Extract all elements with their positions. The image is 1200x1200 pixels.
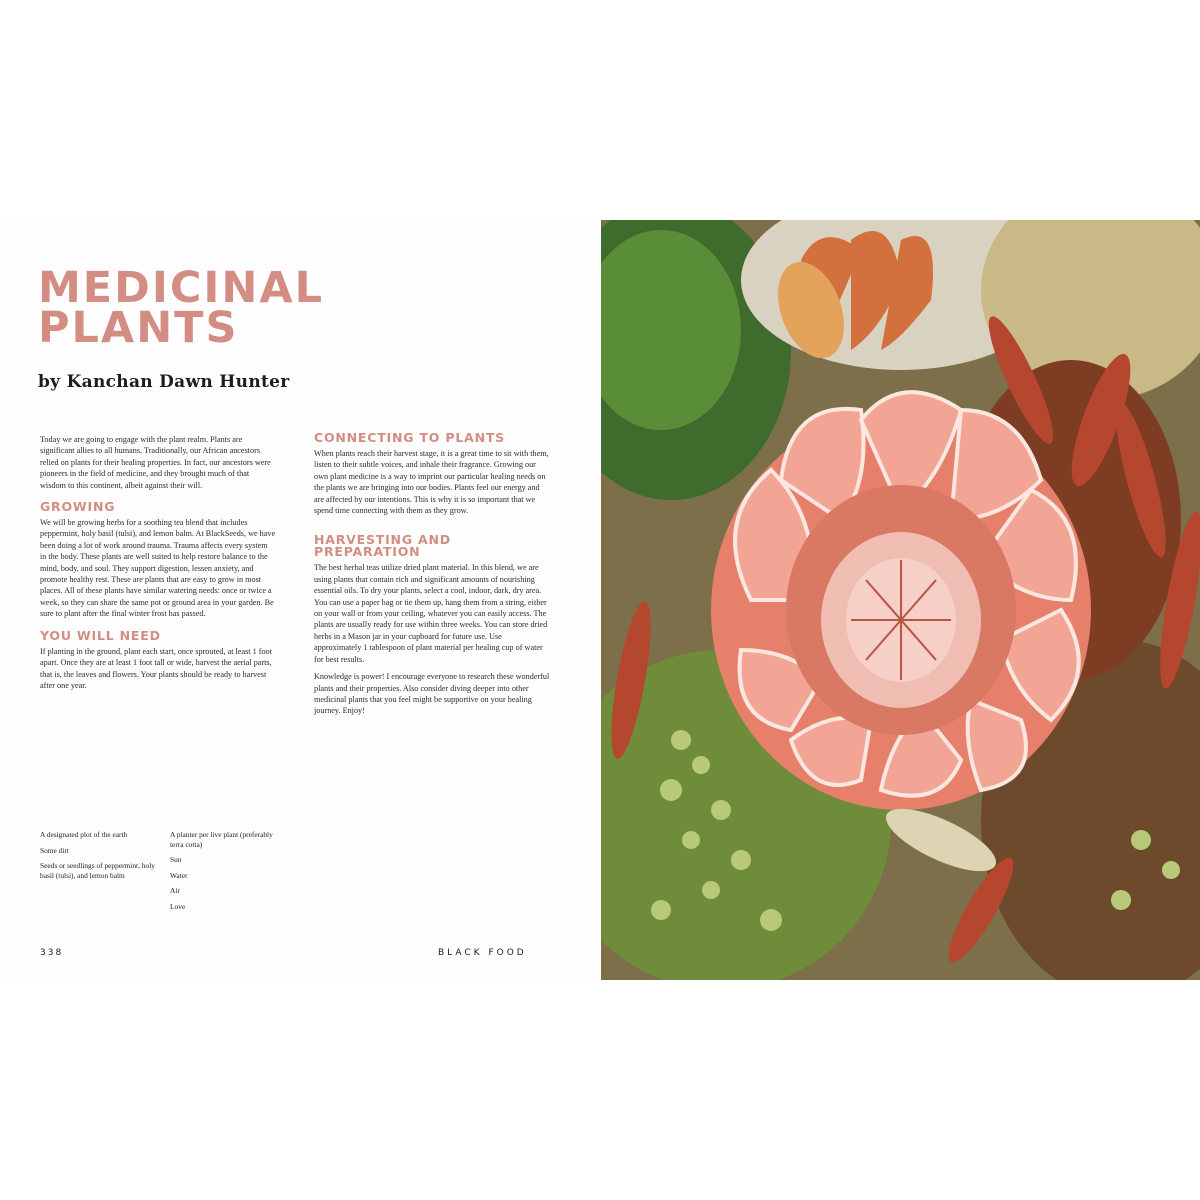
you-will-need-heading: YOU WILL NEED <box>40 627 161 643</box>
running-head: BLACK FOOD <box>438 948 527 958</box>
page-title <box>38 263 325 353</box>
ingredient-item: A designated plot of the earth <box>40 830 128 839</box>
ingredient-item: Sun <box>170 855 182 864</box>
column-left <box>40 434 276 697</box>
ingredient-item: Love <box>170 901 186 911</box>
title-line-2: PLANTS <box>38 303 239 353</box>
ingredient-item: Some dirt <box>40 845 69 855</box>
intro-paragraph: Today we are going to engage with the plant realm. Plants are significant allies to all humans. Traditionally, our African ancestors relied on plants for their healing properties. In fact, our ancestors were pioneers in the field of medicine, and they brought much of that wisdom to this continent, albeit against their will. <box>40 435 271 490</box>
left-page <box>0 220 600 980</box>
ingredient-item: Seeds or seedlings of peppermint, holy basil (tulsi), and lemon balm <box>40 861 155 880</box>
connecting-paragraph: When plants reach their harvest stage, it is a great time to sit with them, listen to their subtle voices, and inhale their fragrance. Growing our own plant medicine is a way to imprint our particular healing needs on the plants we are bringing into our bodies. Plants feel our energy and are affected by our intentions. This is why it is so important that we spend time connecting with them as they grow. <box>314 449 549 516</box>
growing-heading: GROWING <box>40 499 116 515</box>
ingredient-column-right <box>170 830 288 917</box>
ingredient-item: Water <box>170 870 188 880</box>
protea-illustration <box>601 220 1200 980</box>
ingredient-item: A planter per live plant (preferably terra cotta) <box>170 830 273 849</box>
protea-photo <box>601 220 1200 980</box>
title-line-1: MEDICINAL <box>38 263 325 313</box>
harvesting-paragraph: The best herbal teas utilize dried plant material. In this blend, we are using plants that contain rich and significant amounts of nourishing essential oils. To dry your plants, select a cool, indoor, dark, dry area. You can use a paper bag or tie them up, hang them from a string, either on your wall or from your ceiling, whatever you can easily access. The plants are usually ready for use within three weeks. You can store dried herbs in a Mason jar in your cupboard for future use. Use approximately 1 tablespoon of plant material per healing cup of water for best results. <box>314 563 548 664</box>
you-will-need-paragraph: If planting in the ground, plant each start, once sprouted, at least 1 foot apart. Once they are at least 1 foot tall or wide, harvest the aerial parts, that is, the leaves and flowers. Your plants should be ready to harvest after one year. <box>40 646 272 690</box>
growing-paragraph: We will be growing herbs for a soothing tea blend that includes peppermint, holy basil (tulsi), and lemon balm. At BlackSeeds, we have been doing a lot of work around trauma. Trauma affects every system in the body. These plants are well suited to help restore balance to the mind, body, and soul. They support digestion, lessen anxiety, and promote healthy rest. These are plants that are easy to grow in most places. All of these plants have similar watering needs: once or twice a week, so they can share the same pot or ground area in your garden. Be sure to plant after the final winter frost has passed. <box>40 518 276 619</box>
ingredient-column-left <box>40 830 158 917</box>
closing-paragraph: Knowledge is power! I encourage everyone to research these wonderful plants and their properties. Also consider diving deeper into other medicinal plants that you feel might be supportive on your healing journey. Enjoy! <box>314 672 550 716</box>
byline: by Kanchan Dawn Hunter <box>38 372 290 392</box>
ingredient-list <box>40 830 290 917</box>
harvesting-heading: HARVESTING AND PREPARATION <box>314 532 451 560</box>
column-right <box>314 432 550 723</box>
page-number: 338 <box>40 948 64 958</box>
connecting-heading: CONNECTING TO PLANTS <box>314 430 505 445</box>
ingredient-item: Air <box>170 886 180 895</box>
